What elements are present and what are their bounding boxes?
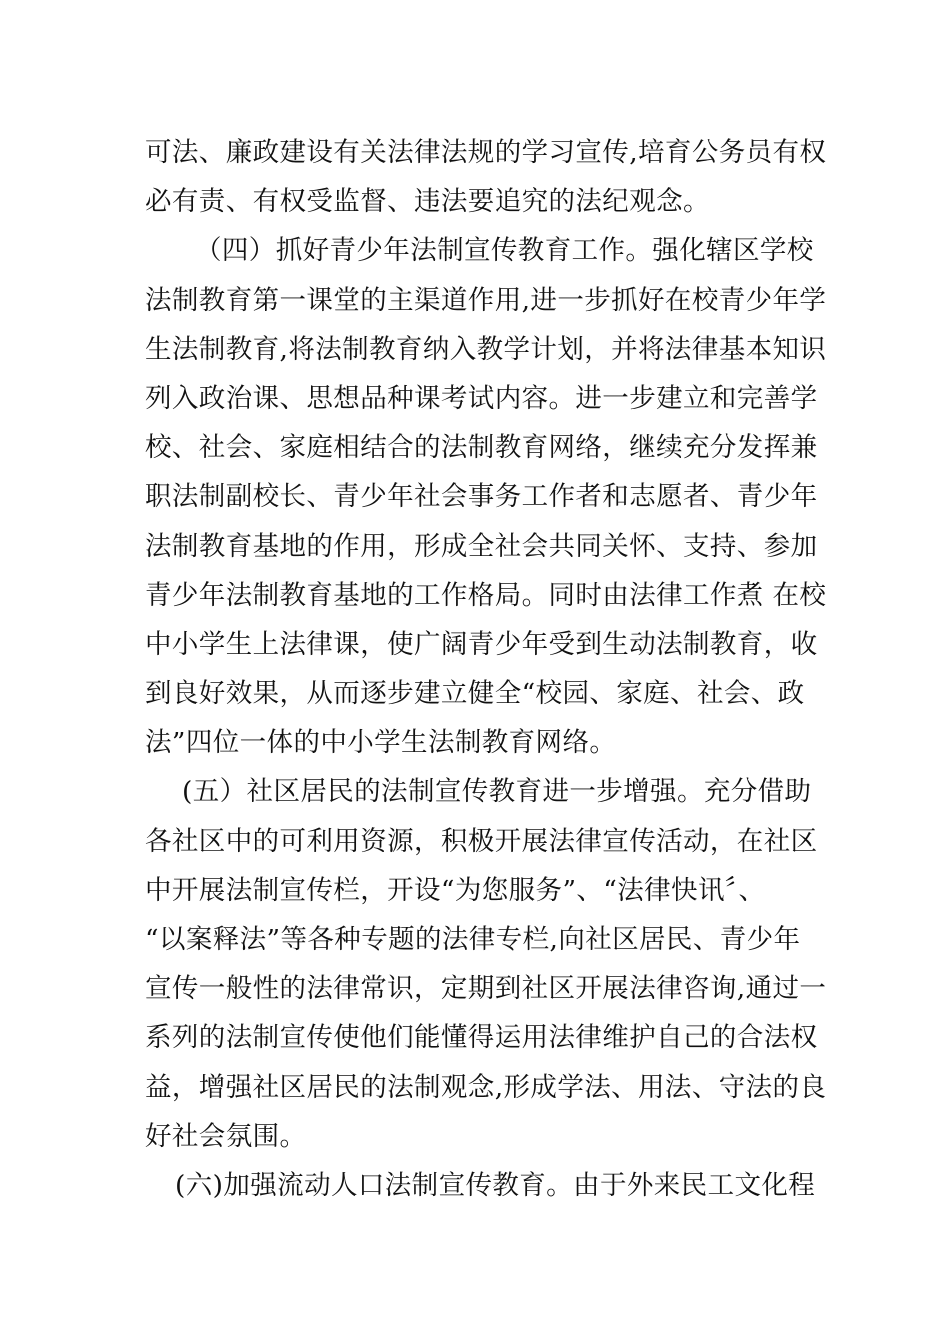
text-line: 青少年法制教育基地的工作格局。同时由法律工作煮 在校 [145,579,827,611]
text-line: (六)加强流动人口法制宣传教育。由于外来民工文化程 [175,1169,816,1201]
text-line: 中开展法制宣传栏，开设“为您服务”、“法律快讯〞、 [145,874,766,906]
text-line: （四）抓好青少年法制宣传教育工作。强化辖区学校 [195,235,814,267]
text-line: 职法制副校长、青少年社会事务工作者和志愿者、青少年 [145,481,818,513]
text-line: “以案释法”等各种专题的法律专栏,向社区居民、青少年 [145,924,801,955]
text-line: 法”四位一体的中小学生法制教育网络。 [145,727,617,759]
text-line: (五）社区居民的法制宣传教育进一步增强。充分借助 [182,776,812,808]
text-line: 中小学生上法律课，使广阔青少年受到生动法制教育，收 [145,628,818,660]
text-line: 系列的法制宣传使他们能懂得运用法律维护自己的合法权 [145,1022,818,1054]
text-line: 好社会氛围。 [145,1120,307,1152]
text-line: 到良好效果，从而逐步建立健全“校园、家庭、社会、政 [145,678,805,710]
text-line: 法制教育基地的作用，形成全社会共同关怀、支持、参加 [145,530,818,562]
text-line: 各社区中的可利用资源，积极开展法律宣传活动，在社区 [145,825,818,857]
text-line: 可法、廉政建设有关法律法规的学习宣传,培育公务员有权 [145,137,827,168]
text-line: 生法制教育,将法制教育纳入教学计划，并将法律基本知识 [145,333,827,365]
text-line: 益，增强社区居民的法制观念,形成学法、用法、守法的良 [145,1071,827,1103]
text-line: 必有责、有权受监督、违法要追究的法纪观念。 [145,186,710,218]
text-line: 校、社会、家庭相结合的法制教育网络，继续充分发挥兼 [145,432,818,464]
text-line: 宣传一般性的法律常识，定期到社区开展法律咨询,通过一 [145,973,827,1005]
body-text [145,128,827,1210]
text-line: 法制教育第一课堂的主渠道作用,进一步抓好在校青少年学 [145,284,827,316]
text-line: 列入政治课、思想品种课考试内容。进一步建立和完善学 [145,382,818,414]
